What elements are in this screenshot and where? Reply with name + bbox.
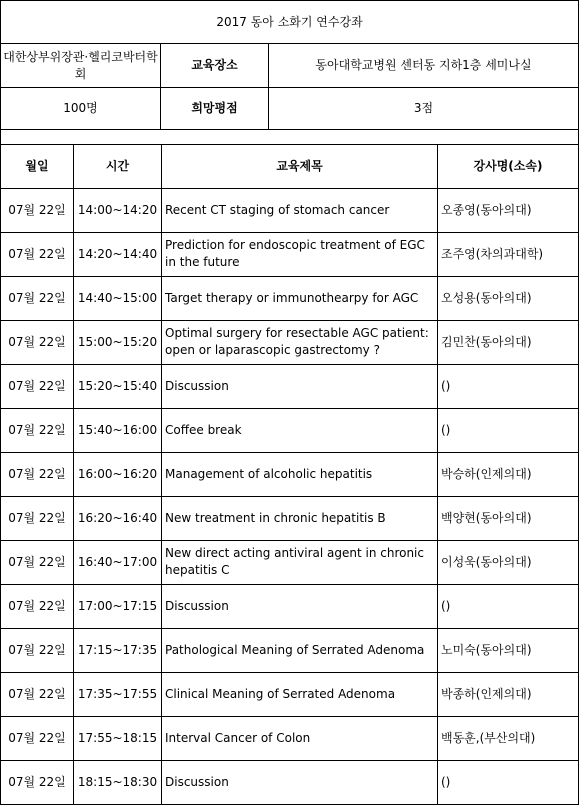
organizer: 대한상부위장관·헬리코박터학회	[1, 44, 161, 88]
column-header-topic: 교육제목	[162, 144, 438, 188]
row-date: 07월 22일	[1, 540, 74, 584]
row-date: 07월 22일	[1, 628, 74, 672]
venue-label: 교육장소	[161, 44, 269, 88]
row-time: 14:00~14:20	[74, 188, 162, 232]
row-topic: Pathological Meaning of Serrated Adenoma	[162, 628, 438, 672]
course-info-table	[0, 0, 579, 144]
row-topic: Interval Cancer of Colon	[162, 716, 438, 760]
row-speaker: 김민찬(동아의대)	[438, 320, 579, 364]
row-speaker: 오성용(동아의대)	[438, 276, 579, 320]
row-speaker: 백양현(동아의대)	[438, 496, 579, 540]
row-speaker: 박종하(인제의대)	[438, 672, 579, 716]
row-topic: Optimal surgery for resectable AGC patient: open or laparascopic gastrectomy ?	[162, 320, 438, 364]
row-date: 07월 22일	[1, 496, 74, 540]
row-speaker: 조주영(차의과대학)	[438, 232, 579, 276]
row-speaker: 백동훈,(부산의대)	[438, 716, 579, 760]
row-topic: Prediction for endoscopic treatment of EGC in the future	[162, 232, 438, 276]
table-row	[1, 496, 579, 540]
row-date: 07월 22일	[1, 188, 74, 232]
row-date: 07월 22일	[1, 232, 74, 276]
column-header-date: 월일	[1, 144, 74, 188]
row-topic: New direct acting antiviral agent in chronic hepatitis C	[162, 540, 438, 584]
table-row	[1, 276, 579, 320]
row-time: 18:15~18:30	[74, 760, 162, 804]
row-date: 07월 22일	[1, 408, 74, 452]
table-row	[1, 188, 579, 232]
table-row	[1, 452, 579, 496]
row-time: 16:20~16:40	[74, 496, 162, 540]
table-row	[1, 584, 579, 628]
table-row	[1, 716, 579, 760]
row-topic: Discussion	[162, 584, 438, 628]
row-time: 14:40~15:00	[74, 276, 162, 320]
schedule-table	[0, 144, 579, 805]
table-row	[1, 232, 579, 276]
row-time: 17:55~18:15	[74, 716, 162, 760]
row-topic: Discussion	[162, 760, 438, 804]
row-speaker: 이성욱(동아의대)	[438, 540, 579, 584]
row-time: 16:40~17:00	[74, 540, 162, 584]
row-speaker: ()	[438, 364, 579, 408]
row-topic: New treatment in chronic hepatitis B	[162, 496, 438, 540]
score-label: 희망평점	[161, 88, 269, 130]
row-time: 14:20~14:40	[74, 232, 162, 276]
row-time: 17:00~17:15	[74, 584, 162, 628]
table-row	[1, 672, 579, 716]
table-row	[1, 320, 579, 364]
table-row	[1, 628, 579, 672]
score: 3점	[269, 88, 579, 130]
row-date: 07월 22일	[1, 320, 74, 364]
row-date: 07월 22일	[1, 716, 74, 760]
row-topic: Clinical Meaning of Serrated Adenoma	[162, 672, 438, 716]
row-date: 07월 22일	[1, 276, 74, 320]
row-date: 07월 22일	[1, 364, 74, 408]
row-time: 17:15~17:35	[74, 628, 162, 672]
row-speaker: 박승하(인제의대)	[438, 452, 579, 496]
row-date: 07월 22일	[1, 672, 74, 716]
row-time: 15:00~15:20	[74, 320, 162, 364]
table-row	[1, 540, 579, 584]
capacity: 100명	[1, 88, 161, 130]
row-time: 16:00~16:20	[74, 452, 162, 496]
row-topic: Target therapy or immunothearpy for AGC	[162, 276, 438, 320]
row-date: 07월 22일	[1, 760, 74, 804]
venue: 동아대학교병원 센터동 지하1층 세미나실	[269, 44, 579, 88]
row-topic: Coffee break	[162, 408, 438, 452]
row-speaker: ()	[438, 584, 579, 628]
course-title: 2017 동아 소화기 연수강좌	[1, 1, 579, 44]
table-row	[1, 364, 579, 408]
row-time: 17:35~17:55	[74, 672, 162, 716]
row-time: 15:40~16:00	[74, 408, 162, 452]
row-date: 07월 22일	[1, 452, 74, 496]
row-topic: Recent CT staging of stomach cancer	[162, 188, 438, 232]
table-row	[1, 408, 579, 452]
section-separator	[1, 130, 579, 144]
row-speaker: 오종영(동아의대)	[438, 188, 579, 232]
table-row	[1, 760, 579, 804]
row-speaker: 노미숙(동아의대)	[438, 628, 579, 672]
row-time: 15:20~15:40	[74, 364, 162, 408]
row-speaker: ()	[438, 760, 579, 804]
row-topic: Management of alcoholic hepatitis	[162, 452, 438, 496]
row-date: 07월 22일	[1, 584, 74, 628]
row-speaker: ()	[438, 408, 579, 452]
column-header-time: 시간	[74, 144, 162, 188]
column-header-speaker: 강사명(소속)	[438, 144, 579, 188]
row-topic: Discussion	[162, 364, 438, 408]
schedule-header-row	[1, 144, 579, 188]
